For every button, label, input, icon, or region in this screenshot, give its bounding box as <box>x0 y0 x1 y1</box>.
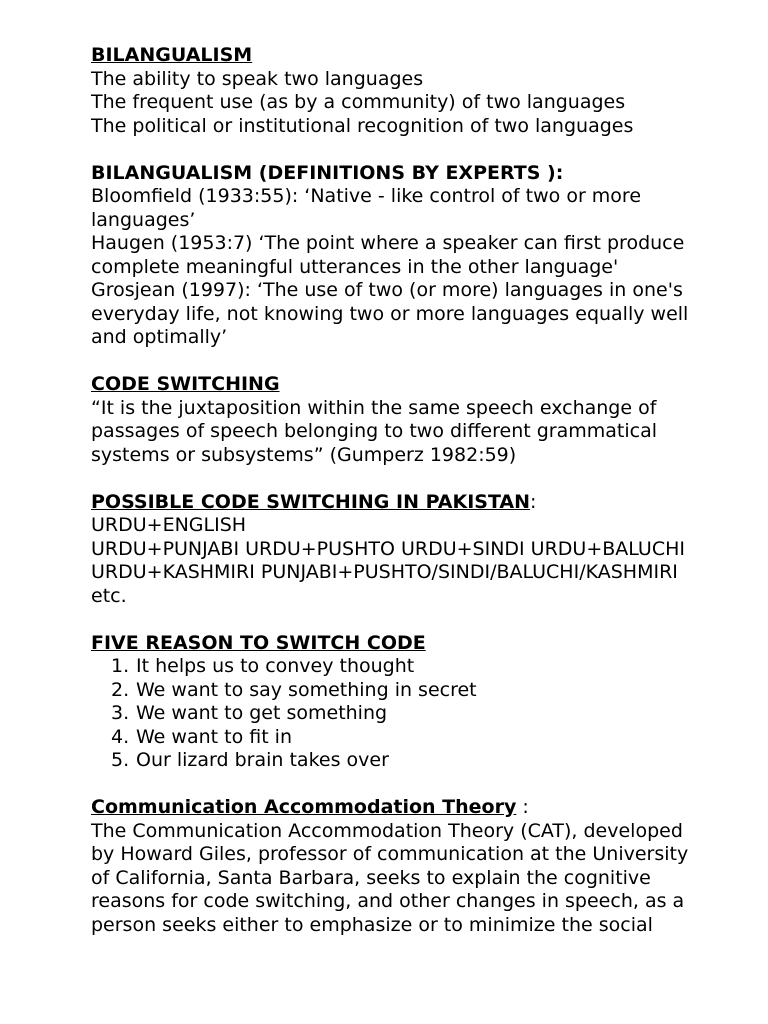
paragraph-line: URDU+KASHMIRI PUNJABI+PUSHTO/SINDI/BALUCHI/KASHMIRI <box>91 561 678 583</box>
spacer <box>91 608 751 632</box>
heading-suffix: : <box>516 796 529 818</box>
section-heading-cat: Communication Accommodation Theory <box>91 796 517 818</box>
list-item <box>91 749 751 773</box>
paragraph-line: systems or subsystems” (Gumperz 1982:59) <box>91 443 517 466</box>
paragraph-line: Haugen (1953:7) ‘The point where a speaker can first produce <box>91 232 685 254</box>
section-definitions <box>91 162 751 350</box>
section-heading-row <box>91 796 751 820</box>
paragraph-line: The Communication Accommodation Theory (CAT), developed <box>91 819 683 842</box>
section-heading-reasons: FIVE REASON TO SWITCH CODE <box>91 631 426 654</box>
paragraph-line: person seeks either to emphasize or to minimize the social <box>91 913 653 936</box>
paragraph-line: and optimally’ <box>91 326 228 348</box>
list-number: 2. <box>111 678 130 701</box>
section-heading-code-switching: CODE SWITCHING <box>91 373 280 395</box>
reasons-list <box>91 655 751 773</box>
section-reasons <box>91 632 751 773</box>
section-heading-definitions: BILANGUALISM (DEFINITIONS BY EXPERTS ): <box>91 161 564 184</box>
paragraph-line: complete meaningful utterances in the other language' <box>91 255 619 278</box>
section-cat <box>91 796 751 937</box>
list-number: 1. <box>111 655 130 677</box>
list-text: Our lizard brain takes over <box>136 749 389 771</box>
paragraph-line: etc. <box>91 584 127 607</box>
section-code-switching <box>91 373 751 467</box>
list-number: 5. <box>111 749 130 771</box>
paragraph-line: URDU+ENGLISH <box>91 514 247 536</box>
paragraph-line: The ability to speak two languages <box>91 67 424 90</box>
paragraph-line: everyday life, not knowing two or more languages equally well <box>91 302 689 325</box>
spacer <box>91 773 751 797</box>
paragraph-line: by Howard Giles, professor of communication at the University <box>91 843 689 865</box>
paragraph-line: “It is the juxtaposition within the same speech exchange of <box>91 396 657 419</box>
paragraph-line: passages of speech belonging to two different grammatical <box>91 420 658 442</box>
list-text: We want to fit in <box>136 725 293 748</box>
section-pakistan <box>91 491 751 609</box>
paragraph-line: reasons for code switching, and other changes in speech, as a <box>91 890 685 912</box>
paragraph-line: The frequent use (as by a community) of two languages <box>91 91 626 113</box>
paragraph-line: The political or institutional recognition of two languages <box>91 114 634 137</box>
spacer <box>91 350 751 374</box>
section-heading-pakistan: POSSIBLE CODE SWITCHING IN PAKISTAN <box>91 490 531 513</box>
paragraph-line: URDU+PUNJABI URDU+PUSHTO URDU+SINDI URDU+BALUCHI <box>91 537 685 560</box>
list-item <box>91 702 751 726</box>
list-number: 4. <box>111 725 130 748</box>
spacer <box>91 138 751 162</box>
list-text: We want to get something <box>136 702 388 724</box>
list-text: It helps us to convey thought <box>136 655 415 677</box>
list-item <box>91 726 751 750</box>
list-number: 3. <box>111 702 130 724</box>
heading-suffix: : <box>530 490 537 513</box>
paragraph-line: Grosjean (1997): ‘The use of two (or more) languages in one's <box>91 279 683 301</box>
paragraph-line: languages’ <box>91 208 196 231</box>
spacer <box>91 467 751 491</box>
section-heading-row <box>91 491 751 515</box>
paragraph-line: Bloomfield (1933:55): ‘Native - like control of two or more <box>91 185 642 207</box>
section-heading-bilingualism: BILANGUALISM <box>91 44 253 66</box>
section-bilingualism <box>91 44 751 138</box>
document-page <box>91 44 751 937</box>
paragraph-line: of California, Santa Barbara, seeks to explain the cognitive <box>91 866 651 889</box>
list-item <box>91 679 751 703</box>
list-item <box>91 655 751 679</box>
list-text: We want to say something in secret <box>136 678 477 701</box>
